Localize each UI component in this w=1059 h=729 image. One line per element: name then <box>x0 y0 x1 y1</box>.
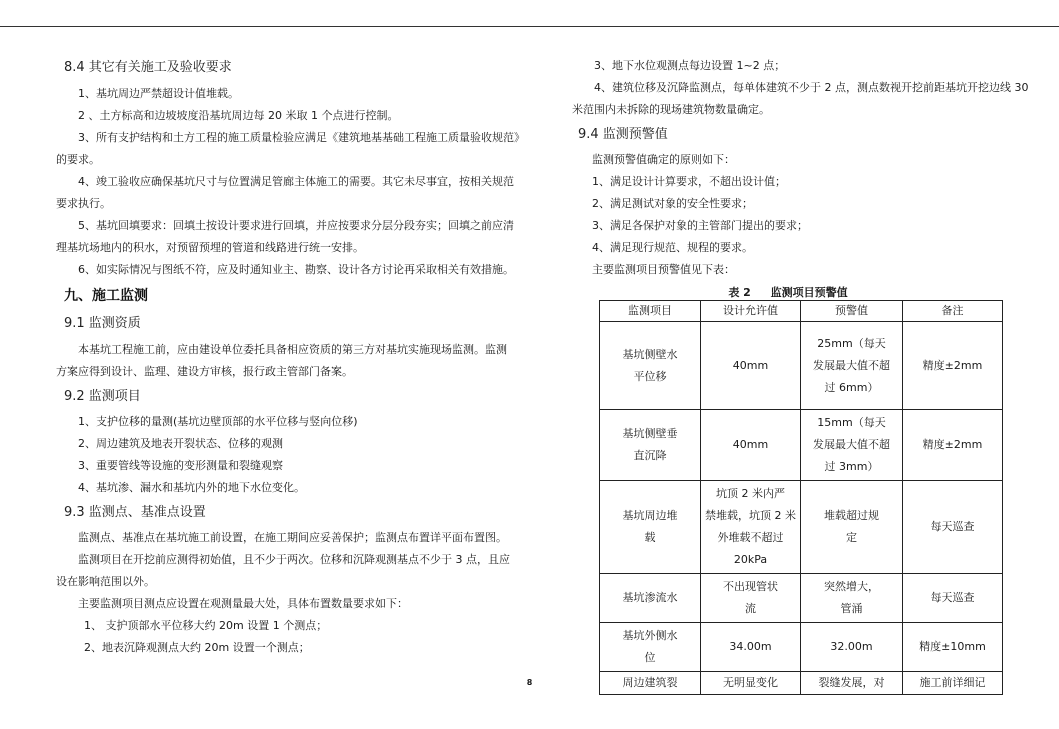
table-title: 监测项目预警值 <box>770 286 848 299</box>
paragraph-line: 4、竣工验收应确保基坑尺寸与位置满足管廊主体施工的需要。其它未尽事宜，按相关规范 <box>78 175 514 188</box>
table-cell-note <box>903 574 1003 623</box>
cell-text: 40mm <box>732 358 769 372</box>
list-item: 4、基坑渗、漏水和基坑内外的地下水位变化。 <box>78 481 305 494</box>
header-design-allowance: 设计允许值 <box>701 301 801 322</box>
cell-text: 突然增大， 管涌 <box>824 580 879 615</box>
paragraph-line: 设在影响范围以外。 <box>56 575 155 588</box>
paragraph-line: 4、建筑位移及沉降监测点，每单体建筑不少于 2 点，测点数视开挖前距基坑开挖边线 30 <box>594 81 1029 94</box>
paragraph-line: 3、所有支护结构和土方工程的施工质量检验应满足《建筑地基基础工程施工质量验收规范》 <box>78 131 525 144</box>
header-item: 监测项目 <box>600 301 701 322</box>
cell-text: 基坑侧壁垂 直沉降 <box>622 427 678 462</box>
table-cell-warn <box>801 410 903 481</box>
cell-text: 无明显变化 <box>723 676 778 689</box>
list-item: 1、支护位移的量测(基坑边壁顶部的水平位移与竖向位移) <box>78 415 358 428</box>
section-9-4-heading: 9.4 监测预警值 <box>578 127 668 142</box>
paragraph-line: 主要监测项目测点应设置在观测量最大处，具体布置数量要求如下： <box>78 597 408 610</box>
table-cell-item <box>600 574 701 623</box>
list-item: 4、满足现行规范、规程的要求。 <box>592 241 753 254</box>
list-item: 2、地表沉降观测点大约 20m 设置一个测点； <box>84 641 310 654</box>
paragraph-line: 监测项目在开挖前应测得初始值，且不少于两次。位移和沉降观测基点不少于 3 点，且应 <box>78 553 510 566</box>
table-cell-allow <box>701 623 801 672</box>
table-row <box>600 322 1003 410</box>
header-rule <box>0 26 1059 27</box>
paragraph-line: 本基坑工程施工前，应由建设单位委托具备相应资质的第三方对基坑实施现场监测。监测 <box>78 343 507 356</box>
cell-text: 32.00m <box>830 640 873 653</box>
table-cell-item <box>600 481 701 574</box>
table-row <box>600 623 1003 672</box>
section-9-3-heading: 9.3 监测点、基准点设置 <box>64 505 206 520</box>
header-note: 备注 <box>903 301 1003 322</box>
cell-text: 不出现管状 流 <box>723 580 778 615</box>
paragraph-line: 6、如实际情况与图纸不符，应及时通知业主、勘察、设计各方讨论再采取相关有效措施。 <box>78 263 514 276</box>
cell-text: 15mm（每天 发展最大值不超 过 3mm） <box>813 416 890 473</box>
cell-text: 40mm <box>732 438 769 451</box>
paragraph-line: 理基坑场地内的积水，对预留预埋的管道和线路进行统一安排。 <box>56 241 364 254</box>
table-cell-warn <box>801 481 903 574</box>
table-cell-warn <box>801 322 903 410</box>
cell-text: 每天巡查 <box>930 591 975 604</box>
table-cell-item <box>600 410 701 481</box>
table-row <box>600 410 1003 481</box>
table-cell-allow <box>701 322 801 410</box>
cell-text: 25mm（每天 发展最大值不超 过 6mm） <box>813 336 890 394</box>
cell-text: 精度±2mm <box>922 358 983 372</box>
warning-value-table <box>599 300 1003 695</box>
table-cell-allow <box>701 410 801 481</box>
cell-text: 每天巡查 <box>930 520 975 533</box>
cell-text: 基坑渗流水 <box>622 591 678 604</box>
list-item: 3、重要管线等设施的变形测量和裂缝观察 <box>78 459 283 472</box>
header-warning-value: 预警值 <box>801 301 903 322</box>
table-caption <box>572 284 1004 300</box>
table-cell-item <box>600 623 701 672</box>
cell-text: 基坑外侧水 位 <box>622 629 678 664</box>
table-cell-allow <box>701 481 801 574</box>
list-item: 3、地下水位观测点每边设置 1~2 点； <box>594 59 786 72</box>
section-9-1-heading: 9.1 监测资质 <box>64 316 141 331</box>
table-cell-allow <box>701 574 801 623</box>
cell-text: 精度±2mm <box>922 438 983 451</box>
cell-text: 坑顶 2 米内严 禁堆载，坑顶 2 米 外堆载不超过 20kPa <box>705 487 796 566</box>
paragraph-line: 5、基坑回填要求：回填土按设计要求进行回填，并应按要求分层分段夯实；回填之前应清 <box>78 219 514 232</box>
cell-text: 基坑周边堆 载 <box>622 509 678 544</box>
page-number: 8 <box>526 678 533 687</box>
cell-text: 施工前详细记 <box>919 676 986 689</box>
paragraph-line: 1、基坑周边严禁超设计值堆载。 <box>78 87 239 100</box>
paragraph-line: 要求执行。 <box>56 197 111 210</box>
paragraph-line: 2 、土方标高和边坡坡度沿基坑周边每 20 米取 1 个点进行控制。 <box>78 109 399 122</box>
cell-text: 裂缝发展，对 <box>818 676 885 689</box>
table-number: 表 2 <box>728 286 751 299</box>
table-body <box>600 322 1003 695</box>
paragraph-line: 方案应得到设计、监理、建设方审核，报行政主管部门备案。 <box>56 365 353 378</box>
section-8-4-heading: 8.4 其它有关施工及验收要求 <box>64 60 232 75</box>
chapter-9-heading: 九、施工监测 <box>64 288 148 304</box>
list-item: 3、满足各保护对象的主管部门提出的要求； <box>592 219 808 232</box>
list-item: 2、满足测试对象的安全性要求； <box>592 197 753 210</box>
cell-text: 堆载超过规 定 <box>824 509 879 544</box>
list-item: 1、 支护顶部水平位移大约 20m 设置 1 个测点； <box>84 619 328 632</box>
list-item: 2、周边建筑及地表开裂状态、位移的观测 <box>78 437 283 450</box>
paragraph-line: 监测点、基准点在基坑施工前设置，在施工期间应妥善保护；监测点布置详平面布置图。 <box>78 531 507 544</box>
cell-text: 周边建筑裂 <box>622 676 678 689</box>
table-cell-note <box>903 481 1003 574</box>
cell-text: 基坑侧壁水 平位移 <box>622 347 678 383</box>
table-cell-warn <box>801 623 903 672</box>
table-cell-note <box>903 623 1003 672</box>
paragraph-line: 的要求。 <box>56 153 100 166</box>
table-cell-note <box>903 410 1003 481</box>
cell-text: 34.00m <box>729 640 772 653</box>
section-9-2-heading: 9.2 监测项目 <box>64 389 141 404</box>
table-cell-warn <box>801 574 903 623</box>
list-item: 1、满足设计计算要求，不超出设计值； <box>592 175 786 188</box>
table-row <box>600 481 1003 574</box>
table-cell-item <box>600 322 701 410</box>
table-row <box>600 574 1003 623</box>
cell-text: 精度±10mm <box>919 640 986 653</box>
paragraph-line: 监测预警值确定的原则如下： <box>592 153 735 166</box>
table-cell-note <box>903 322 1003 410</box>
paragraph-line: 主要监测项目预警值见下表： <box>592 263 735 276</box>
paragraph-line: 米范围内未拆除的现场建筑物数量确定。 <box>572 103 770 116</box>
table-header-row <box>600 301 1003 322</box>
